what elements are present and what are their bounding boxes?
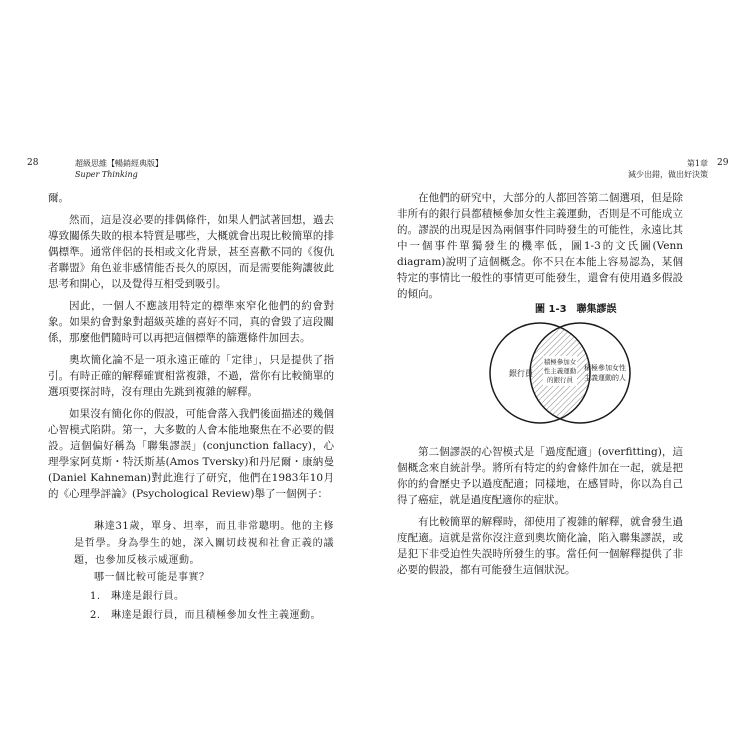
center-label-line: 積極參加女 [543,358,577,366]
chapter-subtitle: 減少出錯，做出好決策 [628,170,708,179]
quote-line: 琳達31歲，單身、坦率，而且非常聰明。他的主修是哲學。身為學生的她，深入關切歧視和社會正義的議題，也參加反核示威運動。 [74,521,334,566]
right-circle-label-line: 積極參加女性 [584,364,626,372]
left-body-text [48,190,334,624]
paragraph: 爾。 [48,192,69,204]
quote-question: 哪一個比較可能是事實？ [94,572,210,583]
paragraph: 第二個謬誤的心智模式是「過度配適」(overfitting)，這個概念來自統計學。將所有特定的約會條件加在一起，就是把你的約會歷史予以過度配適；同樣地，在感冒時，你以為自己得了癌症，就是過度配適你的症狀。 [397,446,683,506]
quote-option: 2. 琳達是銀行員，而且積極參加女性主義運動。 [90,610,322,621]
quote-option: 1. 琳達是銀行員。 [90,591,185,602]
chapter-label: 第1章 [686,159,708,168]
example-quote [48,518,334,624]
paragraph: 然而，這是沒必要的排偶條件，如果人們試著回想，過去導致關係失敗的根本特質是哪些，大概就會出現比較簡單的排偶標準。通常伴侶的長相或文化背景，甚至喜歡不同的《復仇者聯盟》角色並非感情能否長久的原因，而是需要能夠讓彼此思考和開心，以及覺得互相受到吸引。 [48,214,334,290]
book-title: 超級思維【暢銷經典版】 [75,159,163,168]
right-page [375,0,750,750]
right-running-header [628,158,708,180]
center-label-line: 性主義運動 [543,367,577,375]
venn-diagram [485,318,635,428]
left-running-header [75,158,163,180]
paragraph: 在他們的研究中，大部分的人都回答第二個選項，但是除非所有的銀行員都積極參加女性主義運動，否則是不可能成立的。謬誤的出現是因為兩個事件同時發生的可能性，永遠比其中一個事件單獨發生的機率低，圖1-3的文氏圖(Venn diagram)說明了這個概念。你不只在本能上容易認為，某個特定的事情比一般性的事情更可能發生，還會有使用過多假設的傾向。 [397,192,683,300]
book-subtitle: Super Thinking [75,170,138,179]
center-label-line: 的銀行員 [547,376,573,384]
paragraph: 奧坎簡化論不是一項永遠正確的「定律」，只是提供了指引。有時正確的解釋確實相當複雜，不過，當你有比較簡單的選項要探討時，沒有理由先跳到複雜的解釋。 [48,354,334,398]
right-page-number: 29 [717,158,729,168]
paragraph: 有比較簡單的解釋時，卻使用了複雜的解釋，就會發生過度配適。這就是當你沒注意到奧坎簡化論，陷入聯集謬誤，或是犯下非受迫性失誤時所發生的事。當任何一個解釋提供了非必要的假設，都有可能發生這個狀況。 [397,516,683,576]
right-circle-label-line: 主義運動的人 [584,374,626,382]
left-page-number: 28 [27,158,39,168]
right-body-text-bottom [397,444,683,578]
paragraph: 如果沒有簡化你的假設，可能會落入我們後面描述的幾個心智模式陷阱。第一，大多數的人會本能地聚焦在不必要的假設。這個偏好稱為「聯集謬誤」(conjunction fallacy)，心理學家阿莫斯・特沃斯基(Amos Tversky)和丹尼爾・康納曼(Daniel Kahneman)對此進行了研究，他們在1983年10月的《心理學評論》(Psychological Review)舉了一個例子： [48,408,334,500]
left-circle-label: 銀行員 [509,369,533,378]
paragraph: 因此，一個人不應該用特定的標準來窄化他們的約會對象。如果約會對象對超級英雄的喜好不同，真的會毀了這段關係，那麼他們隨時可以再把這個標準的篩選條件加回去。 [48,300,334,344]
figure-title: 圖 1-3 聯集謬誤 [535,304,617,315]
right-body-text-top [397,190,683,302]
